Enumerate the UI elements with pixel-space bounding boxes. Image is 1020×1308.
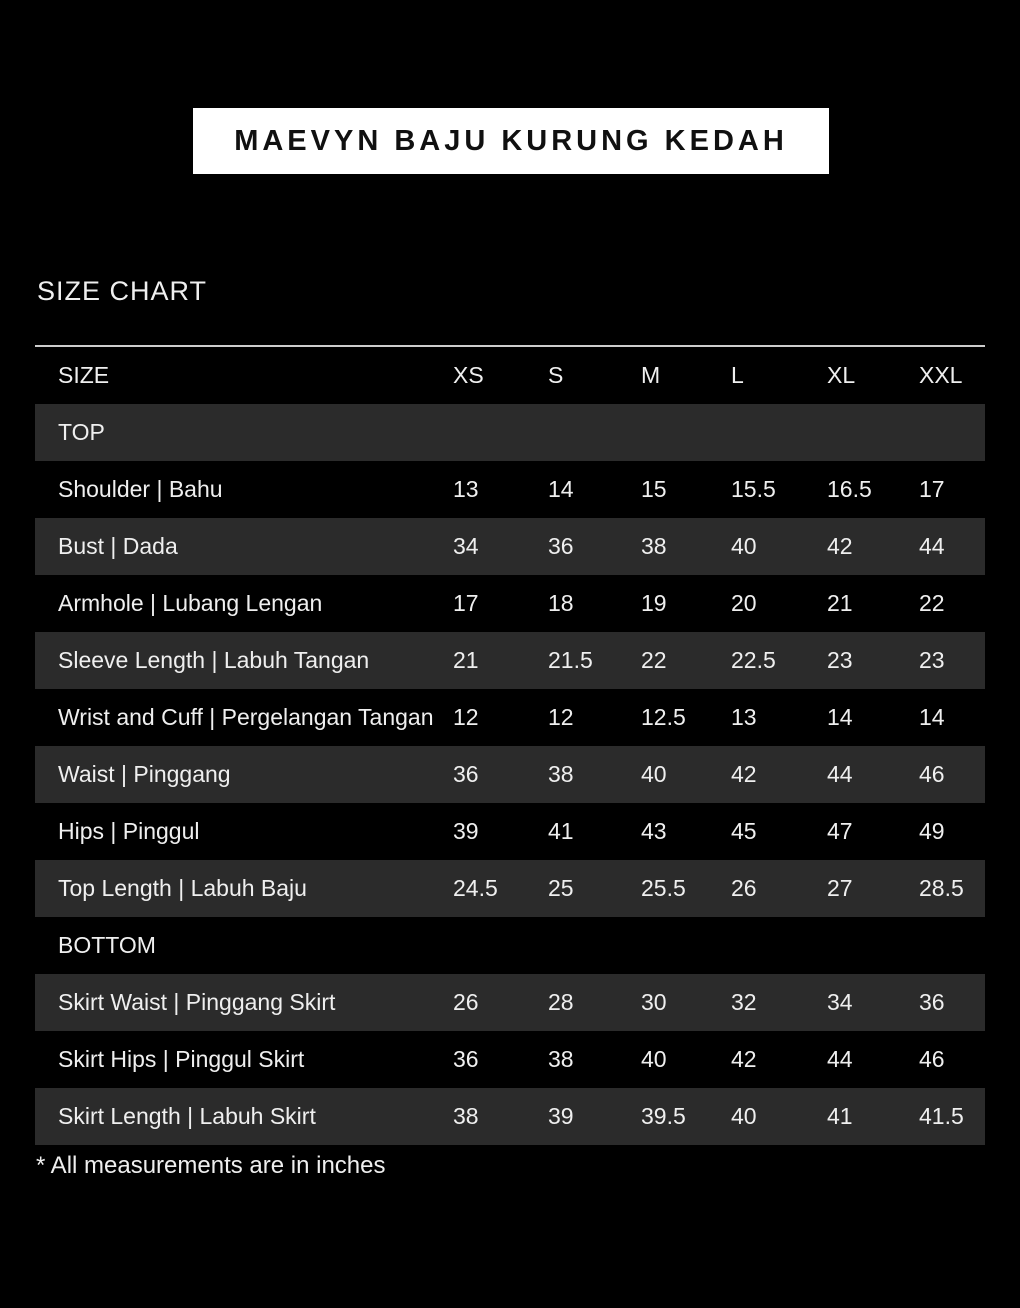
table-header-row	[35, 347, 985, 404]
cell-value: 22	[919, 590, 945, 616]
table-row	[35, 518, 985, 575]
cell-value: 12	[453, 704, 479, 730]
cell-value: 21.5	[548, 647, 593, 673]
cell-value: 15.5	[731, 476, 776, 502]
cell-value: 14	[548, 476, 574, 502]
cell-value: 36	[548, 533, 574, 559]
cell-value: 15	[641, 476, 667, 502]
size-header-cell: XXL	[919, 362, 963, 388]
size-table	[35, 345, 985, 1145]
section-label: TOP	[58, 419, 105, 445]
cell-value: 40	[731, 1103, 757, 1129]
table-row	[35, 974, 985, 1031]
cell-value: 27	[827, 875, 853, 901]
row-label: Skirt Waist | Pinggang Skirt	[58, 989, 336, 1015]
table-row	[35, 1031, 985, 1088]
product-title-banner	[193, 108, 829, 174]
cell-value: 23	[919, 647, 945, 673]
table-row	[35, 746, 985, 803]
cell-value: 36	[453, 1046, 479, 1072]
cell-value: 46	[919, 1046, 945, 1072]
row-label: Armhole | Lubang Lengan	[58, 590, 323, 616]
cell-value: 44	[827, 1046, 853, 1072]
cell-value: 12	[548, 704, 574, 730]
cell-value: 36	[919, 989, 945, 1015]
cell-value: 18	[548, 590, 574, 616]
cell-value: 25	[548, 875, 574, 901]
row-label: Waist | Pinggang	[58, 761, 231, 787]
cell-value: 23	[827, 647, 853, 673]
cell-value: 47	[827, 818, 853, 844]
table-row	[35, 860, 985, 917]
cell-value: 36	[453, 761, 479, 787]
cell-value: 21	[453, 647, 479, 673]
cell-value: 44	[827, 761, 853, 787]
size-header-cell: XL	[827, 362, 856, 388]
cell-value: 38	[548, 761, 574, 787]
cell-value: 30	[641, 989, 667, 1015]
cell-value: 17	[919, 476, 945, 502]
cell-value: 13	[453, 476, 479, 502]
row-label: Top Length | Labuh Baju	[58, 875, 307, 901]
row-label: Wrist and Cuff | Pergelangan Tangan	[58, 704, 434, 730]
section-row	[35, 917, 985, 974]
cell-value: 43	[641, 818, 667, 844]
cell-value: 19	[641, 590, 667, 616]
cell-value: 41	[548, 818, 574, 844]
table-row	[35, 1088, 985, 1145]
cell-value: 44	[919, 533, 945, 559]
size-column-header: SIZE	[58, 362, 110, 388]
cell-value: 12.5	[641, 704, 686, 730]
cell-value: 28	[548, 989, 574, 1015]
cell-value: 25.5	[641, 875, 686, 901]
cell-value: 28.5	[919, 875, 964, 901]
cell-value: 22.5	[731, 647, 776, 673]
measurements-footnote: * All measurements are in inches	[36, 1152, 386, 1179]
cell-value: 40	[731, 533, 757, 559]
cell-value: 45	[731, 818, 757, 844]
cell-value: 16.5	[827, 476, 872, 502]
table-row	[35, 575, 985, 632]
cell-value: 42	[827, 533, 853, 559]
table-row	[35, 689, 985, 746]
cell-value: 40	[641, 761, 667, 787]
cell-value: 39.5	[641, 1103, 686, 1129]
cell-value: 21	[827, 590, 853, 616]
size-header-cell: L	[731, 362, 744, 388]
row-label: Bust | Dada	[58, 533, 178, 559]
section-row	[35, 404, 985, 461]
section-label: BOTTOM	[58, 932, 156, 958]
row-label: Skirt Hips | Pinggul Skirt	[58, 1046, 305, 1072]
row-label: Shoulder | Bahu	[58, 476, 223, 502]
size-header-cell: XS	[453, 362, 484, 388]
row-label: Skirt Length | Labuh Skirt	[58, 1103, 316, 1129]
size-header-cell: S	[548, 362, 564, 388]
size-chart-heading: SIZE CHART	[37, 276, 208, 306]
cell-value: 24.5	[453, 875, 498, 901]
cell-value: 32	[731, 989, 757, 1015]
cell-value: 17	[453, 590, 479, 616]
row-label: Hips | Pinggul	[58, 818, 200, 844]
cell-value: 38	[548, 1046, 574, 1072]
table-row	[35, 461, 985, 518]
cell-value: 46	[919, 761, 945, 787]
cell-value: 42	[731, 761, 757, 787]
cell-value: 38	[641, 533, 667, 559]
cell-value: 22	[641, 647, 667, 673]
cell-value: 26	[453, 989, 479, 1015]
cell-value: 20	[731, 590, 757, 616]
table-row	[35, 803, 985, 860]
cell-value: 14	[827, 704, 853, 730]
cell-value: 38	[453, 1103, 479, 1129]
cell-value: 39	[548, 1103, 574, 1129]
size-header-cell: M	[641, 362, 661, 388]
cell-value: 41.5	[919, 1103, 964, 1129]
cell-value: 40	[641, 1046, 667, 1072]
cell-value: 41	[827, 1103, 853, 1129]
row-label: Sleeve Length | Labuh Tangan	[58, 647, 370, 673]
cell-value: 39	[453, 818, 479, 844]
cell-value: 26	[731, 875, 757, 901]
cell-value: 14	[919, 704, 945, 730]
cell-value: 42	[731, 1046, 757, 1072]
product-title: MAEVYN BAJU KURUNG KEDAH	[234, 124, 788, 157]
cell-value: 34	[453, 533, 479, 559]
cell-value: 13	[731, 704, 757, 730]
cell-value: 34	[827, 989, 853, 1015]
table-row	[35, 632, 985, 689]
cell-value: 49	[919, 818, 945, 844]
